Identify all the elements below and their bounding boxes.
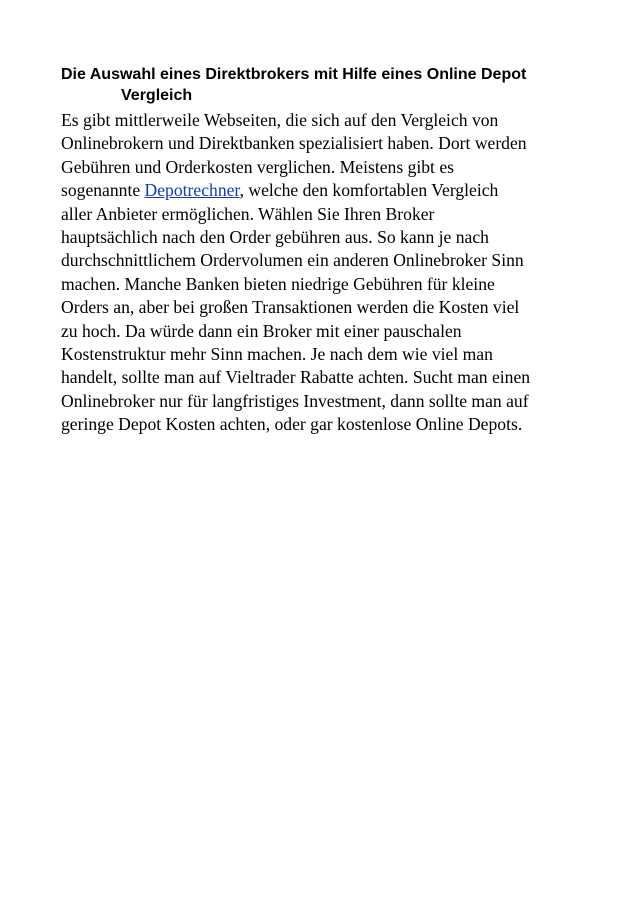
paragraph-line: aller Anbieter ermöglichen. Wählen Sie Ihren Broker	[61, 203, 435, 224]
paragraph-line: geringe Depot Kosten achten, oder gar kostenlose Online Depots.	[61, 414, 523, 435]
paragraph-line: machen. Manche Banken bieten niedrige Gebühren für kleine	[61, 273, 495, 294]
document-title: Die Auswahl eines Direktbrokers mit Hilfe eines Online Depot Vergleich	[61, 66, 527, 104]
body-paragraph	[61, 109, 581, 437]
depotrechner-link[interactable]: Depotrechner	[144, 180, 240, 201]
paragraph-line: handelt, sollte man auf Vieltrader Rabatte achten. Sucht man einen	[61, 367, 531, 388]
paragraph-line: hauptsächlich nach den Order gebühren aus. So kann je nach	[61, 227, 489, 248]
paragraph-line: durchschnittlichem Ordervolumen ein anderen Onlinebroker Sinn	[61, 250, 524, 271]
paragraph-line: zu hoch. Da würde dann ein Broker mit einer pauschalen	[61, 320, 462, 341]
paragraph-line: Orders an, aber bei großen Transaktionen werden die Kosten viel	[61, 297, 520, 318]
paragraph-line: , welche den komfortablen Vergleich	[239, 180, 499, 201]
document-page	[61, 64, 581, 437]
paragraph-line: Kostenstruktur mehr Sinn machen. Je nach dem wie viel man	[61, 344, 493, 365]
paragraph-line: Onlinebrokern und Direktbanken spezialisiert haben. Dort werden	[61, 133, 527, 154]
paragraph-line: Onlinebroker nur für langfristiges Investment, dann sollte man auf	[61, 390, 529, 411]
paragraph-line: Es gibt mittlerweile Webseiten, die sich auf den Vergleich von	[61, 110, 499, 130]
paragraph-line: sogenannte	[61, 180, 145, 201]
paragraph-line: Gebühren und Orderkosten verglichen. Meistens gibt es	[61, 156, 454, 177]
